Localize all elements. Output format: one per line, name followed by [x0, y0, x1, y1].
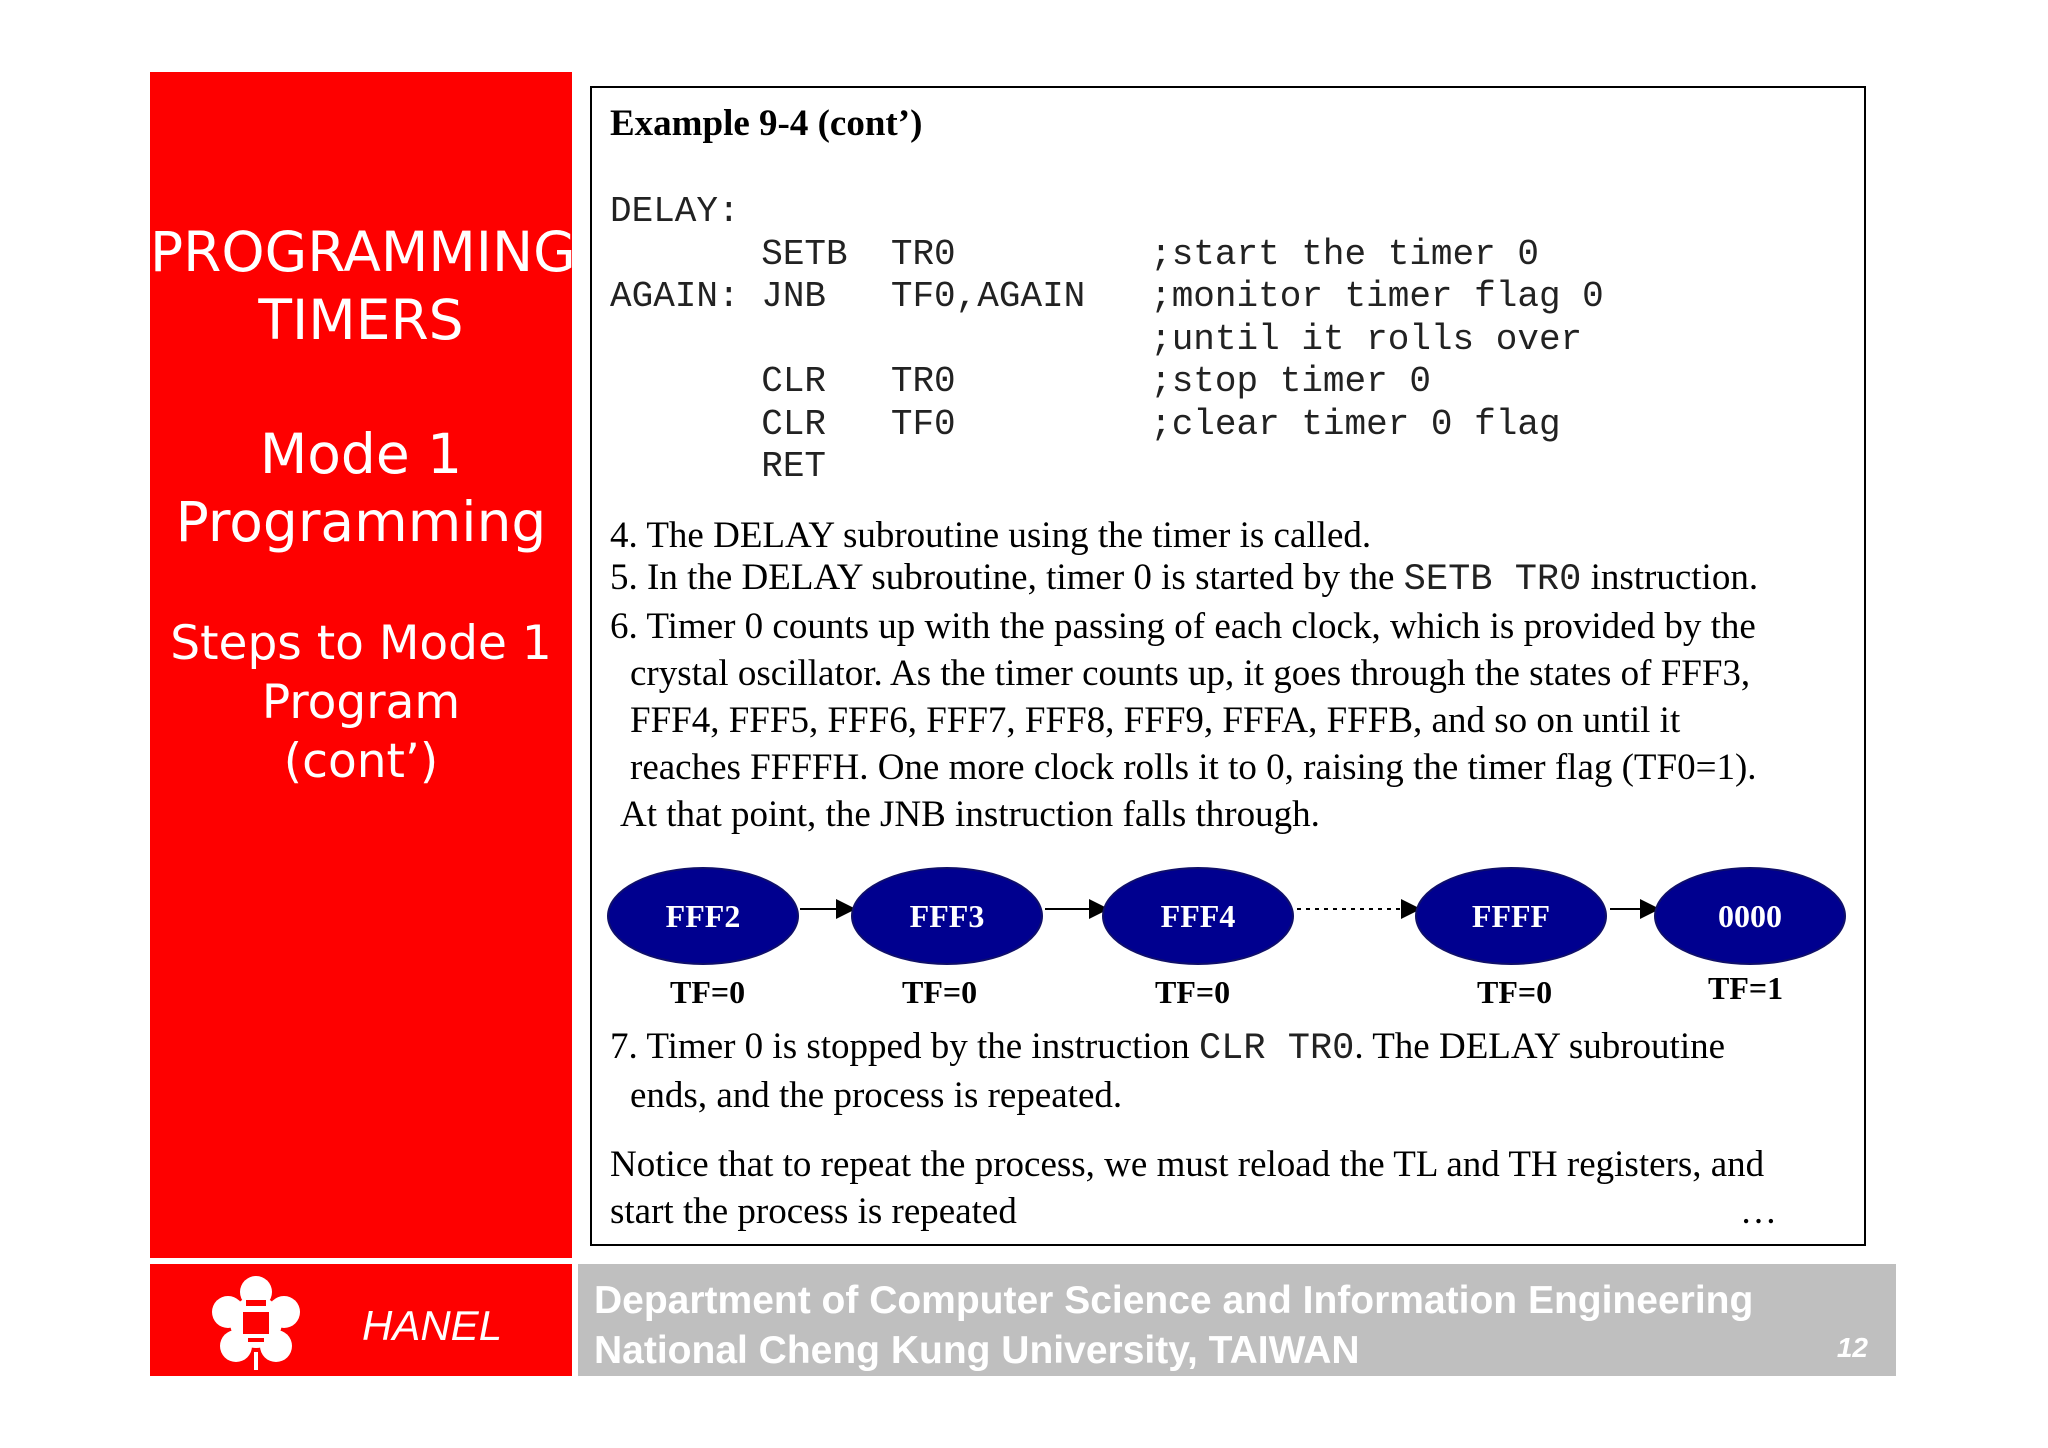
- state-flag: TF=0: [1477, 974, 1553, 1010]
- department-line2: National Cheng Kung University, TAIWAN: [594, 1329, 1360, 1372]
- state-ellipse: 0000: [1654, 867, 1846, 965]
- example-title: Example 9-4 (cont’): [610, 103, 923, 144]
- state-flag: TF=1: [1708, 970, 1784, 1006]
- step-7-line2: ends, and the process is repeated.: [630, 1075, 1123, 1116]
- section-steps-line2: Program: [261, 675, 461, 730]
- state-flag: TF=0: [902, 974, 978, 1010]
- footer-brand: [150, 1264, 572, 1376]
- step-7-text: 7. Timer 0 is stopped by the instruction: [610, 1026, 1199, 1067]
- notice-ellipsis: …: [1740, 1191, 1777, 1232]
- content-box: [590, 86, 1866, 1246]
- section-steps: [150, 614, 572, 791]
- step-5-text: 5. In the DELAY subroutine, timer 0 is started by the: [610, 557, 1404, 598]
- section-subtitle-line2: Programming: [175, 490, 547, 554]
- university-logo-icon: [200, 1272, 312, 1372]
- state-ellipse: FFF4: [1102, 867, 1294, 965]
- step-7-code: CLR TR0: [1198, 1028, 1355, 1070]
- state-ellipse: FFF3: [851, 867, 1043, 965]
- code-listing: DELAY: SETB TR0 ;start the timer 0 AGAIN: JNB TF0,AGAIN ;monitor timer flag 0 ;until it rolls over CLR TR0 ;stop timer 0 CLR TF0 ;clear timer 0 flag RET: [610, 191, 1604, 487]
- state-ellipse: FFFF: [1415, 867, 1607, 965]
- section-steps-line3: (cont’): [283, 734, 439, 789]
- step-7-end: . The DELAY subroutine: [1354, 1026, 1726, 1067]
- footer-bar: [578, 1264, 1896, 1376]
- step-6-line4: reaches FFFFH. One more clock rolls it to 0, raising the timer flag (TF0=1).: [630, 747, 1757, 788]
- step-6-line3: FFF4, FFF5, FFF6, FFF7, FFF8, FFF9, FFFA, FFFB, and so on until it: [630, 700, 1681, 741]
- section-title-line2: TIMERS: [258, 288, 464, 352]
- section-title: [150, 218, 576, 354]
- page-number: 12: [1836, 1332, 1868, 1363]
- step-6-line1: 6. Timer 0 counts up with the passing of each clock, which is provided by the: [610, 606, 1756, 647]
- sidebar: [150, 72, 576, 1258]
- brand-name: HANEL: [362, 1302, 503, 1349]
- state-ellipse: FFF2: [607, 867, 799, 965]
- notice-line1: Notice that to repeat the process, we must reload the TL and TH registers, and: [610, 1144, 1765, 1185]
- section-subtitle-line1: Mode 1: [259, 422, 463, 486]
- step-6-line5: At that point, the JNB instruction falls through.: [620, 794, 1320, 835]
- notice-line2: start the process is repeated: [610, 1191, 1017, 1232]
- state-flag: TF=0: [1155, 974, 1231, 1010]
- step-6-line2: crystal oscillator. As the timer counts up, it goes through the states of FFF3,: [630, 653, 1751, 694]
- step-5-end: instruction.: [1581, 557, 1759, 598]
- state-flag: TF=0: [670, 974, 746, 1010]
- section-title-line1: PROGRAMMING: [150, 220, 576, 284]
- section-steps-line1: Steps to Mode 1: [170, 616, 552, 671]
- department-line1: Department of Computer Science and Information Engineering: [594, 1279, 1754, 1322]
- step-7: [610, 1023, 1725, 1073]
- step-4: 4. The DELAY subroutine using the timer is called.: [610, 515, 1372, 556]
- step-5-code: SETB TR0: [1403, 559, 1582, 601]
- department-info: [594, 1276, 1753, 1376]
- section-subtitle: [150, 420, 572, 556]
